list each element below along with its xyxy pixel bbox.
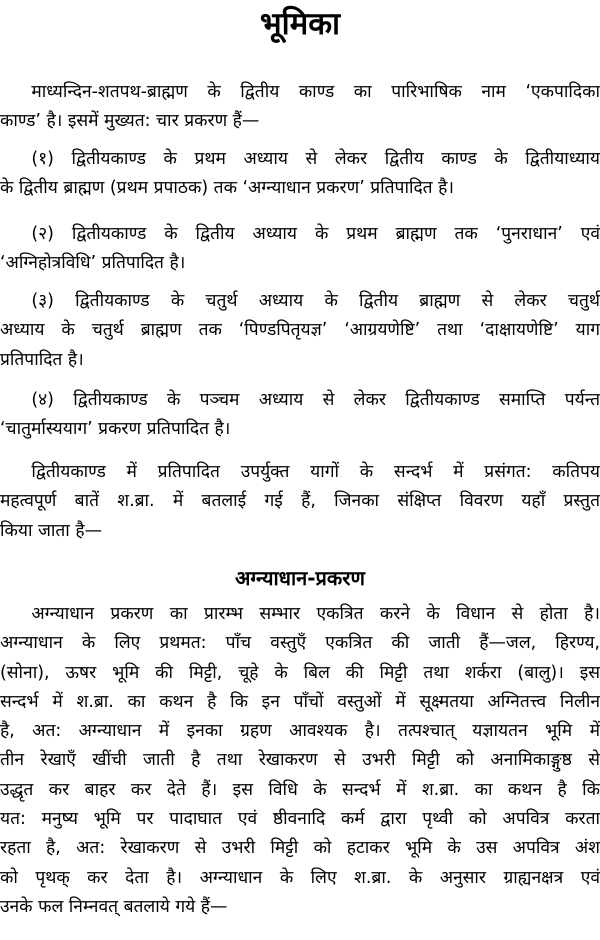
section-body-line-11: उनके फल निम्नवत् बतलाये गये हैं— xyxy=(0,896,228,917)
point-1-paragraph xyxy=(0,145,600,204)
summary-line-1: द्वितीयकाण्ड में प्रतिपादित उपर्युक्त यागों के सन्दर्भ में प्रसंगत: कतिपय xyxy=(31,462,600,482)
point-3-paragraph xyxy=(0,287,600,375)
section-body-line-8: यत: मनुष्य भूमि पर पादाघात एवं ष्ठीवनादि कर्म द्वारा पृथ्वी को अपवित्र करता xyxy=(0,809,600,830)
section-body-line-9: रहता है, अत: रेखाकरण से उभरी मिट्टी को हटाकर भूमि के उस अपवित्र अंश xyxy=(0,838,600,859)
section-body-line-5: है, अत: अग्न्याधान में इनका ग्रहण आवश्यक है। तत्पश्चात् यज्ञायतन भूमि में xyxy=(0,721,600,742)
section-heading: अग्न्याधान-प्रकरण xyxy=(235,566,365,590)
section-body-line-6: तीन रेखाएँ खींची जाती है तथा रेखाकरण से उभरी मिट्टी को अनामिकाङ्गुष्ठ से xyxy=(0,750,600,771)
point-1-line-1: (१) द्वितीयकाण्ड के प्रथम अध्याय से लेकर द्वितीय काण्ड के द्वितीयाध्याय xyxy=(31,149,600,169)
point-3-line-2: अध्याय के चतुर्थ ब्राह्मण तक ‘पिण्डपितृयज्ञ’ ‘आग्रयणेष्टि’ तथा ‘दाक्षायणेष्टि’ याग xyxy=(0,320,600,341)
summary-line-2: महत्वपूर्ण बातें श.ब्रा. में बतलाई गई हैं, जिनका संक्षिप्त विवरण यहाँ प्रस्तुत xyxy=(0,491,600,512)
intro-line-2: काण्ड’ है। इसमें मुख्यत: चार प्रकरण हैं— xyxy=(0,111,260,132)
page-title: भूमिका xyxy=(259,6,341,42)
point-2-paragraph xyxy=(0,220,600,279)
section-body-line-10: को पृथक् कर देता है। अग्न्याधान के लिए श.ब्रा. के अनुसार ग्राह्यनक्षत्र एवं xyxy=(0,867,600,888)
point-3-line-1: (३) द्वितीयकाण्ड के चतुर्थ अध्याय के द्वितीय ब्राह्मण से लेकर चतुर्थ xyxy=(31,291,600,311)
point-2-line-2: ‘अग्निहोत्रविधि’ प्रतिपादित है। xyxy=(0,253,186,274)
intro-line-1: माध्यन्दिन-शतपथ-ब्राह्मण के द्वितीय काण्ड का पारिभाषिक नाम ‘एकपादिका xyxy=(31,82,600,102)
section-body-line-1: अग्न्याधान प्रकरण का प्रारम्भ सम्भार एकत्रित करने के विधान से होता है। xyxy=(31,604,600,624)
section-body-line-3: (सोना), ऊषर भूमि की मिट्टी, चूहे के बिल की मिट्टी तथा शर्करा (बालु)। इस xyxy=(0,662,600,683)
summary-line-3: किया जाता है— xyxy=(0,520,102,541)
section-body-line-2: अग्न्याधान के लिए प्रथमत: पाँच वस्तुएँ एकत्रित की जाती हैं—जल, हिरण्य, xyxy=(0,633,600,654)
point-4-line-1: (४) द्वितीयकाण्ड के पञ्चम अध्याय से लेकर द्वितीयकाण्ड समाप्ति पर्यन्त xyxy=(31,390,600,410)
point-3-line-3: प्रतिपादित है। xyxy=(0,349,84,370)
point-4-line-2: ‘चातुर्मास्ययाग’ प्रकरण प्रतिपादित है। xyxy=(0,419,231,440)
section-body-paragraph xyxy=(0,600,600,922)
point-4-paragraph xyxy=(0,386,600,445)
summary-paragraph xyxy=(0,458,600,546)
section-body-line-7: उद्धृत कर बाहर कर देते हैं। इस विधि के सन्दर्भ में श.ब्रा. का कथन है कि xyxy=(0,779,600,800)
intro-paragraph xyxy=(0,78,600,137)
point-2-line-1: (२) द्वितीयकाण्ड के द्वितीय अध्याय के प्रथम ब्राह्मण तक ‘पुनराधान’ एवं xyxy=(31,224,600,244)
point-1-line-2: के द्वितीय ब्राह्मण (प्रथम प्रपाठक) तक ‘अग्न्याधान प्रकरण’ प्रतिपादित है। xyxy=(0,178,454,199)
section-body-line-4: सन्दर्भ में श.ब्रा. का कथन है कि इन पाँचों वस्तुओं में सूक्ष्मतया अग्नितत्त्व निलीन xyxy=(0,691,600,712)
